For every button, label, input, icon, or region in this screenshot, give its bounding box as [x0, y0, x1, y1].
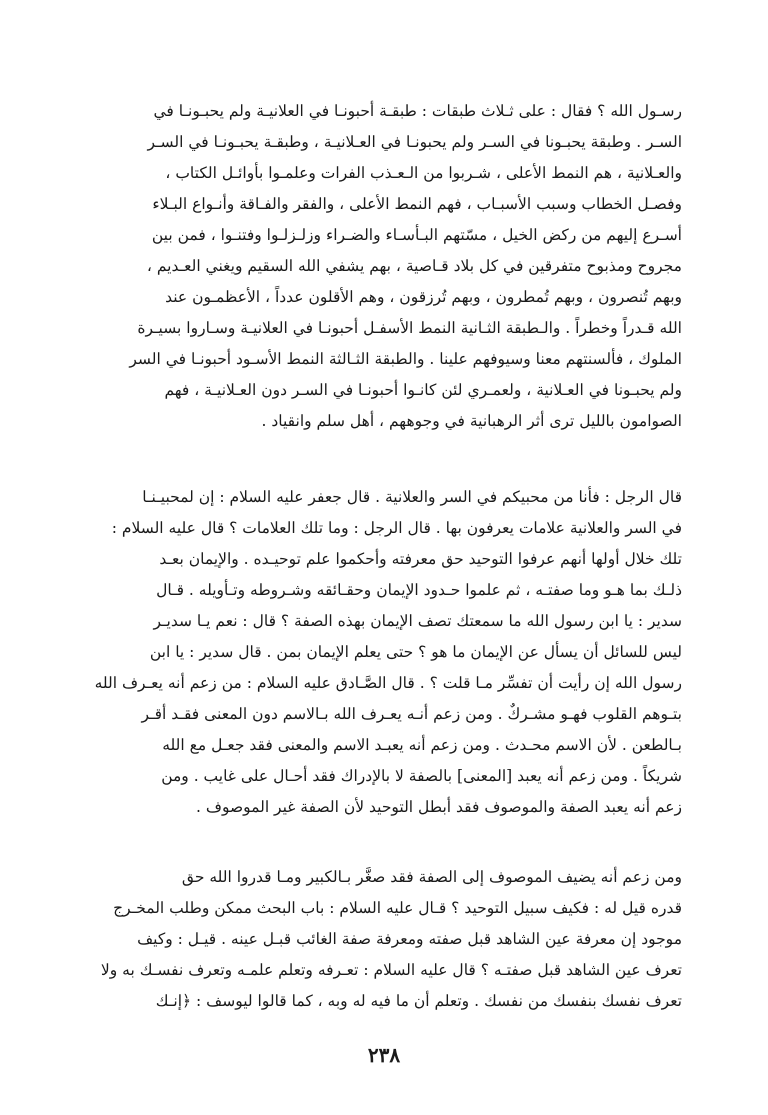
- text-line: شريكاً . ومن زعم أنه يعبد [المعنى] بالصفة لا بالإدراك فقد أحـال على غايب . ومن: [161, 767, 682, 785]
- text-line: تعرف نفسك بنفسك من نفسك . وتعلم أن ما فيه له وبه ، كما قالوا ليوسف : ﴿إنـك: [155, 992, 682, 1010]
- text-line: الله قـدراً وخطراً . والـطبقة الثـانية النمط الأسفـل أحبونـا في العلانيـة وسـاروا بسيـرة: [137, 319, 682, 337]
- text-line: والعـلانية ، هم النمط الأعلى ، شـربوا من الـعـذب الفرات وعلمـوا بأوائـل الكتاب ،: [165, 164, 682, 182]
- text-line: أسـرع إليهم من ركض الخيل ، مسّتهم البـأسـاء والضـراء وزلـزلـوا وفتنـوا ، فمن بين: [151, 226, 682, 244]
- paragraph-3: [86, 862, 682, 1017]
- text-line: قال الرجل : فأنا من محبيكم في السر والعلانية . قال جعفر عليه السلام : إن لمحبيـنـا: [142, 488, 682, 506]
- page-number: ٢٣٨: [367, 1043, 401, 1067]
- text-line: الملوك ، فألسنتهم معنا وسيوفهم علينا . والطبقة الثـالثة النمط الأسـود أحبونـا في السر: [129, 350, 682, 368]
- text-line: ذلـك بما هـو وما صفتـه ، ثم علموا حـدود الإيمان وحقـائقه وشـروطه وتـأويله . قـال: [156, 581, 682, 599]
- text-line: بـالطعن . لأن الاسم محـدث . ومن زعم أنه يعبـد الاسم والمعنى فقد جعـل مع الله: [162, 736, 682, 754]
- text-line: وبهم تُنصرون ، وبهم تُمطرون ، وبهم تُرزقون ، وهم الأقلون عدداً ، الأعظمـون عند: [165, 288, 682, 306]
- text-line: قدره قيل له : فكيف سبيل التوحيد ؟ قـال عليه السلام : باب البحث ممكن وطلب المخـرج: [113, 899, 682, 917]
- text-line: مجروح ومذبوح متفرقين في كل بلاد قـاصية ، بهم يشفي الله السقيم ويغني العـديم ،: [146, 257, 682, 275]
- text-line: السـر . وطبقة يحبـونا في السـر ولم يحبونـا في العـلانيـة ، وطبقـة يحبـونـا في السـر: [147, 133, 682, 151]
- text-line: وفصـل الخطاب وسبب الأسبـاب ، فهم النمط الأعلى ، والفقر والفـاقة وأنـواع البـلاء: [152, 195, 682, 213]
- text-line: رسـول الله ؟ فقال : على ثـلاث طبقات : طبقـة أحبونـا في العلانيـة ولم يحبـونـا في: [153, 102, 682, 120]
- text-line: رسول الله إن رأيت أن تفسِّر مـا قلت ؟ . قال الصَّـادق عليه السلام : من زعم أنه يعـرف الله: [94, 674, 682, 692]
- text-line: سدير : يا ابن رسول الله ما سمعتك تصف الإيمان بهذه الصفة ؟ قال : نعم يـا سديـر: [153, 612, 682, 630]
- text-line: ولم يحبـونا في العـلانية ، ولعمـري لئن كانـوا أحبونـا في السـر دون العـلانيـة ، فهم: [164, 381, 682, 399]
- text-line: موجود إن معرفة عين الشاهد قبل صفته ومعرفة صفة الغائب قبـل عينه . قيـل : وكيف: [137, 930, 682, 948]
- text-line: ليس للسائل أن يسأل عن الإيمان ما هو ؟ حتى يعلم الإيمان بمن . قال سدير : يا ابن: [149, 643, 682, 661]
- text-line: تعرف عين الشاهد قبل صفتـه ؟ قال عليه السلام : تعـرفه وتعلم علمـه وتعرف نفسـك به ولا: [100, 961, 682, 979]
- paragraph-2: [86, 482, 682, 823]
- text-line: في السر والعلانية علامات يعرفون بها . قال الرجل : وما تلك العلامات ؟ قال عليه السلام :: [111, 519, 682, 537]
- text-line: ومن زعم أنه يضيف الموصوف إلى الصفة فقد صغَّر بـالكبير ومـا قدروا الله حق: [181, 868, 682, 886]
- text-line: زعم أنه يعبد الصفة والموصوف فقد أبطل التوحيد لأن الصفة غير الموصوف .: [196, 798, 682, 816]
- text-line: الصوامون بالليل ترى أثر الرهبانية في وجوههم ، أهل سلم وانقياد .: [261, 412, 682, 430]
- text-line: تلك خلال أولها أنهم عرفوا التوحيد حق معرفته وأحكموا علم توحيـده . والإيمان بعـد: [159, 550, 682, 568]
- text-line: بتـوهم القلوب فهـو مشـركٌ . ومن زعم أنـه يعـرف الله بـالاسم دون المعنى فقـد أقـر: [141, 705, 682, 723]
- paragraph-1: [86, 96, 682, 437]
